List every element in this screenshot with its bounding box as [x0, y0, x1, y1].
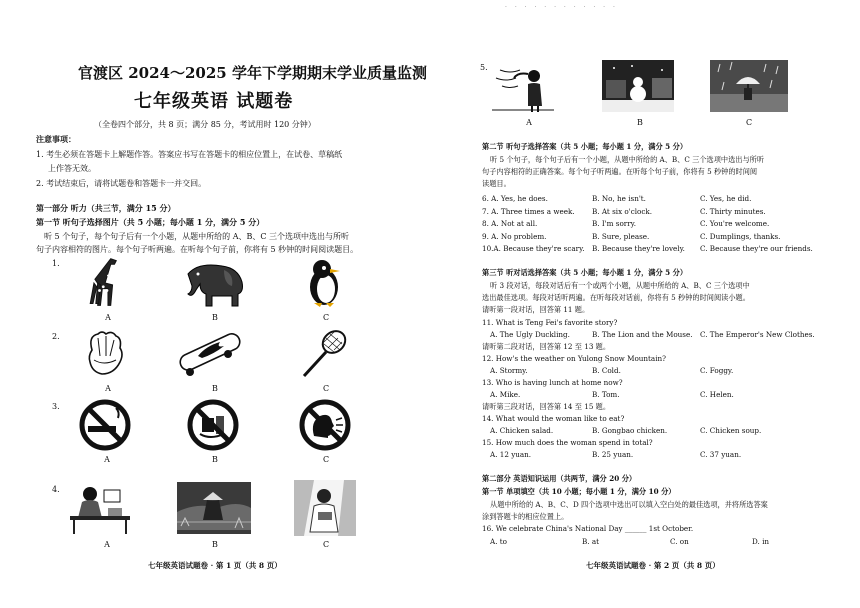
- q5-label-c: C: [745, 118, 753, 127]
- section-1-instruction-a: 听 5 个句子，每个句子后有一个小题，从题中所给的 A、B、C 三个选项中选出与所听: [44, 232, 350, 241]
- q16-option-d: D. in: [752, 537, 770, 546]
- q12-stem: 12. How's the weather on Yulong Snow Mountain?: [482, 354, 666, 363]
- q10-option-c: C. Because they're our friends.: [700, 244, 813, 253]
- notice-1a: 1. 考生必须在答题卡上解题作答。答案应书写在答题卡的相应位置上，在试卷、草稿纸: [36, 150, 343, 159]
- section-2-instruction-c: 读题目。: [482, 179, 511, 188]
- q1-label-c: C: [322, 313, 330, 322]
- q16-option-c: C. on: [670, 537, 689, 546]
- part-2-heading: 第二部分 英语知识运用（共两节，满分 20 分）: [482, 474, 637, 483]
- exam-subtitle: 七年级英语 试题卷: [134, 91, 294, 112]
- q10-option-b: B. Because they're lovely.: [592, 244, 685, 253]
- q3-label-c: C: [322, 455, 330, 464]
- q6-option-c: C. Yes, he did.: [700, 194, 752, 203]
- snowman-night-illustration: [602, 60, 674, 112]
- notice-title: 注意事项：: [36, 134, 76, 144]
- q7-option-a: 7. A. Three times a week.: [482, 207, 575, 216]
- q11-option-a: A. The Ugly Duckling.: [490, 330, 570, 339]
- notice-1b: 上作答无效。: [48, 164, 96, 173]
- question-4-number: 4.: [52, 485, 60, 494]
- q3-label-a: A: [104, 455, 110, 464]
- q5-label-b: B: [637, 118, 643, 127]
- baseball-glove-icon: [84, 330, 126, 376]
- rain-umbrella-illustration: [710, 60, 788, 112]
- q11-stem: 11. What is Teng Fei's favorite story?: [482, 318, 618, 327]
- boy-doing-homework-illustration: [64, 480, 140, 536]
- part-2-section-1-heading: 第一节 单项填空（共 10 小题；每小题 1 分，满分 10 分）: [482, 487, 676, 496]
- giraffe-icon: [78, 255, 136, 311]
- part-2-instruction-b: 涂到答题卡的相应位置上。: [482, 512, 569, 521]
- q15-option-a: A. 12 yuan.: [490, 450, 532, 459]
- q16-option-a: A. to: [490, 537, 507, 546]
- farmer-in-field-illustration: [177, 482, 251, 534]
- q15-option-c: C. 37 yuan.: [700, 450, 742, 459]
- page-1-footer: 七年级英语试题卷 · 第 1 页（共 8 页）: [148, 561, 282, 570]
- q4-label-b: B: [212, 540, 218, 549]
- q10-option-a: 10.A. Because they're scary.: [482, 244, 585, 253]
- q15-stem: 15. How much does the woman spend in total?: [482, 438, 653, 447]
- q12-option-a: A. Stormy.: [490, 366, 528, 375]
- no-food-icon: [186, 398, 240, 452]
- q2-label-a: A: [105, 384, 111, 393]
- no-smoking-icon: [78, 398, 132, 452]
- q14-option-b: B. Gongbao chicken.: [592, 426, 668, 435]
- section-1-instruction-b: 句子内容相符的图片。每个句子听两遍。在听每个句子前，你将有 5 秒钟的时间阅读题目。: [36, 245, 359, 254]
- q16-stem: 16. We celebrate China's National Day ______ 1st October.: [482, 524, 694, 533]
- question-3-number: 3.: [52, 402, 60, 411]
- q8-option-a: 8. A. Not at all.: [482, 219, 538, 228]
- section-2-heading: 第二节 听句子选择答案（共 5 小题；每小题 1 分，满分 5 分）: [482, 142, 688, 151]
- elephant-icon: [180, 260, 250, 308]
- q2-label-c: C: [322, 384, 330, 393]
- q8-option-b: B. I'm sorry.: [592, 219, 637, 228]
- part-1-heading: 第一部分 听力（共三节，满分 15 分）: [36, 203, 176, 213]
- q3-label-b: B: [212, 455, 218, 464]
- scan-header-mark: · · · · · · · · · · · ·: [505, 4, 618, 11]
- q9-option-c: C. Dumplings, thanks.: [700, 232, 781, 241]
- penguin-icon: [300, 257, 350, 309]
- q4-label-a: A: [104, 540, 110, 549]
- q8-option-c: C. You're welcome.: [700, 219, 770, 228]
- q9-option-a: 9. A. No problem.: [482, 232, 547, 241]
- section-3-heading: 第三节 听对话选择答案（共 5 小题；每小题 1 分，满分 5 分）: [482, 268, 688, 277]
- conversation-3-prompt: 请听第三段对话，回答第 14 至 15 题。: [482, 402, 611, 411]
- q14-option-a: A. Chicken salad.: [490, 426, 554, 435]
- girl-reading-book-illustration: [294, 480, 356, 536]
- q14-stem: 14. What would the woman like to eat?: [482, 414, 625, 423]
- q13-option-b: B. Tom.: [592, 390, 620, 399]
- q12-option-b: B. Cold.: [592, 366, 621, 375]
- page-2-footer: 七年级英语试题卷 · 第 2 页（共 8 页）: [586, 561, 720, 570]
- q2-label-b: B: [212, 384, 218, 393]
- exam-info: （全卷四个部分，共 8 页；满分 85 分，考试用时 120 分钟）: [94, 120, 316, 129]
- section-2-instruction-b: 句子内容相符的正确答案。每个句子听两遍。在听每个句子前，你将有 5 秒钟的时间阅: [482, 167, 758, 176]
- q7-option-c: C. Thirty minutes.: [700, 207, 766, 216]
- q6-option-b: B. No, he isn't.: [592, 194, 646, 203]
- right-page: [432, 0, 860, 608]
- question-2-number: 2.: [52, 332, 60, 341]
- notice-2: 2. 考试结束后，请将试题卷和答题卡一并交回。: [36, 179, 207, 188]
- q1-label-b: B: [212, 313, 218, 322]
- conversation-2-prompt: 请听第二段对话，回答第 12 至 13 题。: [482, 342, 611, 351]
- exam-title: 官渡区 2024～2025 学年下学期期末学业质量监测: [78, 64, 427, 82]
- q9-option-b: B. Sure, please.: [592, 232, 650, 241]
- q14-option-c: C. Chicken soup.: [700, 426, 762, 435]
- q15-option-b: B. 25 yuan.: [592, 450, 634, 459]
- q13-option-c: C. Helen.: [700, 390, 734, 399]
- q5-label-a: A: [526, 118, 532, 127]
- q13-option-a: A. Mike.: [490, 390, 521, 399]
- q11-option-b: B. The Lion and the Mouse.: [592, 330, 693, 339]
- skateboard-icon: [172, 328, 248, 380]
- section-1-heading: 第一节 听句子选择图片（共 5 小题；每小题 1 分，满分 5 分）: [36, 217, 265, 227]
- windy-girl-illustration: [492, 60, 554, 114]
- q13-stem: 13. Who is having lunch at home now?: [482, 378, 623, 387]
- question-1-number: 1.: [52, 259, 60, 268]
- no-noise-icon: [298, 398, 352, 452]
- section-3-instruction-b: 选出最佳选项。每段对话听两遍。在听每段对话前，你将有 5 秒钟的时间阅读小题。: [482, 293, 750, 302]
- part-2-instruction-a: 从题中所给的 A、B、C、D 四个选项中选出可以填入空白处的最佳选项，并将所选答案: [490, 500, 768, 509]
- section-3-instruction-a: 听 3 段对话，每段对话后有一个或两个小题，从题中所给的 A、B、C 三个选项中: [490, 281, 750, 290]
- q1-label-a: A: [105, 313, 111, 322]
- q12-option-c: C. Foggy.: [700, 366, 734, 375]
- q4-label-c: C: [322, 540, 330, 549]
- tennis-racket-icon: [296, 326, 352, 382]
- q7-option-b: B. At six o'clock.: [592, 207, 653, 216]
- q16-option-b: B. at: [582, 537, 600, 546]
- section-3-instruction-c: 请听第一段对话，回答第 11 题。: [482, 305, 590, 314]
- section-2-instruction-a: 听 5 个句子，每个句子后有一个小题，从题中所给的 A、B、C 三个选项中选出与所听: [490, 155, 765, 164]
- q6-option-a: 6. A. Yes, he does.: [482, 194, 548, 203]
- q11-option-c: C. The Emperor's New Clothes.: [700, 330, 815, 339]
- question-5-number: 5.: [480, 63, 488, 72]
